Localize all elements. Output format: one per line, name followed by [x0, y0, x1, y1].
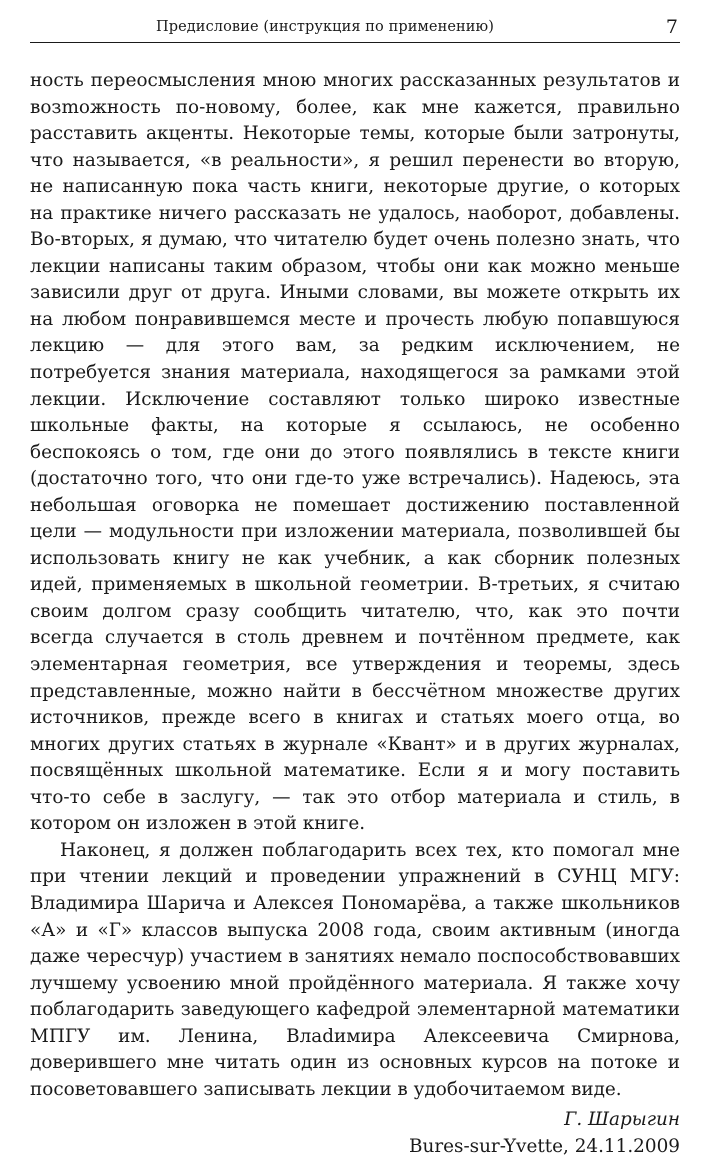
body-text [30, 68, 680, 1103]
signature-place-date: Bures-sur-Yvette, 24.11.2009 [408, 1135, 680, 1157]
paragraph-acknowledgements: Наконец, я должен поблагодарить всех тех, кто помогал мне при чтении лекций и проведении упражнений в СУНЦ МГУ: Владимира Шарича и Алексея Пономарёва, а также школьников «А» и «Г» классов выпуска 2008 года, своим активным (иногда даже чересчур) участием в занятиях немало поспособствовавших лучшему усвоению мной пройдённого материала. Я также хочу поблагодарить заведующего кафедрой элементарной математики МПГУ им. Ленина, Влаdимира Алексеевича Смирнова, доверившего мне читать один из основных курсов на потоке и посоветовавшего записывать лекции в удобочитаемом виде. [30, 839, 680, 1100]
running-head [30, 14, 680, 43]
page-number: 7 [665, 16, 678, 38]
signature-block [30, 1107, 680, 1160]
book-page [30, 14, 680, 1160]
signature-author: Г. Шарыгин [564, 1109, 680, 1131]
running-title: Предисловие (инструкция по применению) [155, 19, 495, 35]
paragraph-continued: ность переосмысления мною многих рассказанных результатов и возmожность по-новому, более, как мне кажется, правильно расставить акценты. Некоторые темы, которые были затронуты, что называется, «в реальности», я решил перенести во вторую, не написанную пока часть книги, некоторые другие, о которых на практике ничего рассказать не удалось, наоборот, добавлены. Во-вторых, я думаю, что читателю будет очень полезно знать, что лекции написаны таким образом, чтобы они как можно меньше зависили друг от друга. Иными словами, вы можете открыть их на любом понравившемся месте и прочесть любую попавшуюся лекцию — для этого вам, за редким исключением, не потребуется знания материала, находящегося за рамками этой лекции. Исключение составляют только широко известные школьные факты, на которые я ссылаюсь, не особенно беспокоясь о том, где они до этого появлялись в тексте книги (достаточно того, что они где-то уже встречались). Надеюсь, эта небольшая оговорка не помешает достижению поставленной цели — модульности при изложении материала, позволившей бы использовать книгу не как учебник, а как сборник полезных идей, применяемых в школьной геометрии. В-третьих, я считаю своим долгом сразу сообщить читателю, что, как это почти всегда случается в столь древнем и почтённом предмете, как элементарная геометрия, все утверждения и теоремы, здесь представленные, можно найти в бессчётном множестве других источников, прежде всего в книгах и статьях моего отца, во многих других статьях в журнале «Квант» и в других журналах, посвящённых школьной математике. Если я и могу поставить что-то себе в заслугу, — так это отбор материала и стиль, в котором он изложен в этой книге. [30, 70, 680, 835]
